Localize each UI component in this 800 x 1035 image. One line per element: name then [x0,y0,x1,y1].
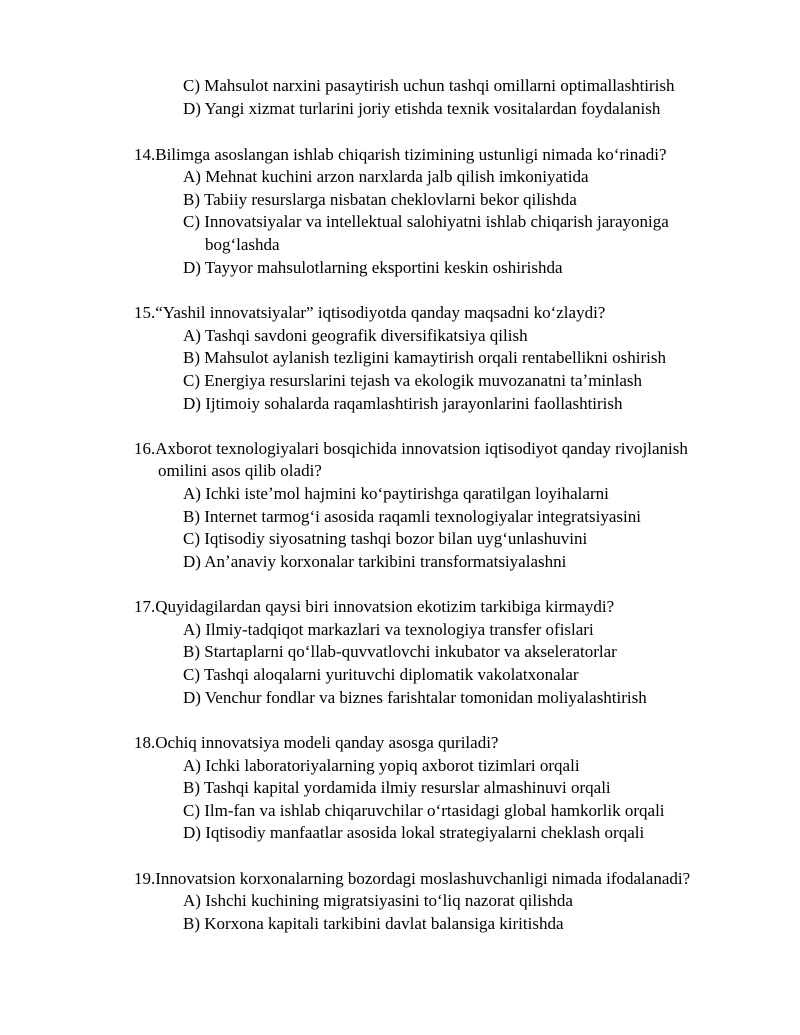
option-19-a: A) Ishchi kuchining migratsiyasini toʻliq nazorat qilishda [183,891,573,910]
option-17-a: A) Ilmiy-tadqiqot markazlari va texnologiya transfer ofislari [183,620,594,639]
option-18-a: A) Ichki laboratoriyalarning yopiq axborot tizimlari orqali [183,756,580,775]
option-16-c: C) Iqtisodiy siyosatning tashqi bozor bilan uygʻunlashuvini [183,529,588,548]
option-17-c: C) Tashqi aloqalarni yurituvchi diplomatik vakolatxonalar [183,665,579,684]
option-18-c: C) Ilm-fan va ishlab chiqaruvchilar oʻrtasidagi global hamkorlik orqali [183,801,665,820]
option-16-a: A) Ichki isteʼmol hajmini koʻpaytirishga qaratilgan loyihalarni [183,484,609,503]
question-19: 19.Innovatsion korxonalarning bozordagi moslashuvchanligi nimada ifodalanadi? [134,869,691,888]
option-14-a: A) Mehnat kuchini arzon narxlarda jalb qilish imkoniyatida [183,167,589,186]
question-16-continuation: omilini asos qilib oladi? [158,461,322,480]
question-17: 17.Quyidagilardan qaysi biri innovatsion ekotizim tarkibiga kirmaydi? [134,597,615,616]
question-14: 14.Bilimga asoslangan ishlab chiqarish tizimining ustunligi nimada koʻrinadi? [134,145,667,164]
question-16: 16.Axborot texnologiyalari bosqichida innovatsion iqtisodiyot qanday rivojlanish [134,439,688,458]
option-13-c: C) Mahsulot narxini pasaytirish uchun tashqi omillarni optimallashtirish [183,76,675,95]
option-14-b: B) Tabiiy resurslarga nisbatan cheklovlarni bekor qilishda [183,190,577,209]
option-18-d: D) Iqtisodiy manfaatlar asosida lokal strategiyalarni cheklash orqali [183,823,645,842]
option-19-b: B) Korxona kapitali tarkibini davlat balansiga kiritishda [183,914,564,933]
option-14-c: C) Innovatsiyalar va intellektual salohiyatni ishlab chiqarish jarayoniga [183,212,669,231]
question-15: 15.“Yashil innovatsiyalar” iqtisodiyotda qanday maqsadni koʻzlaydi? [134,303,606,322]
option-16-d: D) Anʼanaviy korxonalar tarkibini transformatsiyalashni [183,552,567,571]
option-14-d: D) Tayyor mahsulotlarning eksportini keskin oshirishda [183,258,563,277]
option-15-c: C) Energiya resurslarini tejash va ekologik muvozanatni taʼminlash [183,371,643,390]
option-15-b: B) Mahsulot aylanish tezligini kamaytirish orqali rentabellikni oshirish [183,348,666,367]
option-15-a: A) Tashqi savdoni geografik diversifikatsiya qilish [183,326,528,345]
option-18-b: B) Tashqi kapital yordamida ilmiy resurslar almashinuvi orqali [183,778,611,797]
option-15-d: D) Ijtimoiy sohalarda raqamlashtirish jarayonlarini faollashtirish [183,394,623,413]
question-18: 18.Ochiq innovatsiya modeli qanday asosga quriladi? [134,733,499,752]
option-17-b: B) Startaplarni qoʻllab-quvvatlovchi inkubator va akseleratorlar [183,642,617,661]
option-13-d: D) Yangi xizmat turlarini joriy etishda texnik vositalardan foydalanish [183,99,661,118]
option-16-b: B) Internet tarmogʻi asosida raqamli texnologiyalar integratsiyasini [183,507,641,526]
option-17-d: D) Venchur fondlar va biznes farishtalar tomonidan moliyalashtirish [183,688,647,707]
option-14-c-continuation: bogʻlashda [205,235,280,254]
